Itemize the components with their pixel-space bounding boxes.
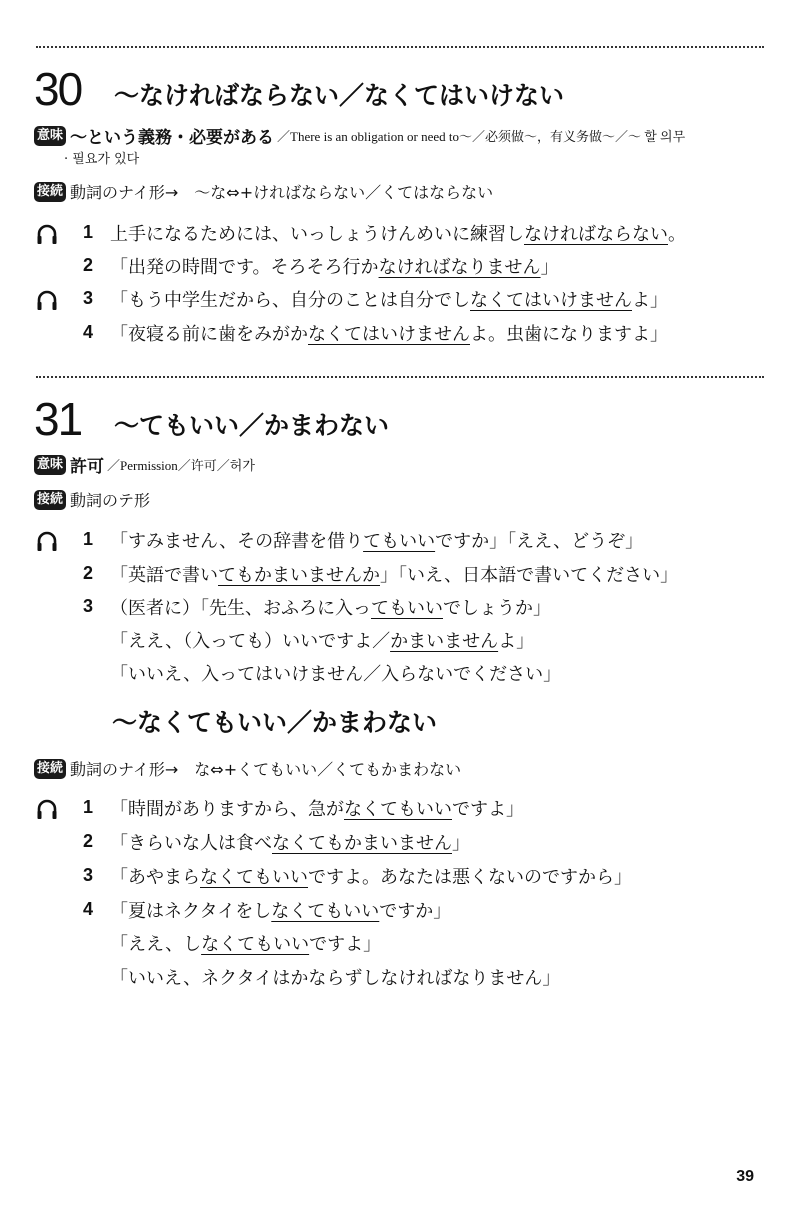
example-row bbox=[0, 253, 800, 283]
grammar-underline: かまいません bbox=[390, 631, 499, 652]
example-row bbox=[0, 527, 800, 557]
headphone-icon[interactable] bbox=[36, 289, 58, 311]
example-row bbox=[0, 320, 800, 350]
connection-row bbox=[34, 757, 461, 780]
section-number: 30 bbox=[34, 63, 82, 115]
section-title: ～てもいい／かまわない bbox=[114, 411, 390, 440]
example-text: 「ええ、しなくてもいいですよ」 bbox=[110, 934, 382, 955]
example-text: 「すみません、その辞書を借りてもいいですか」「ええ、どうぞ」 bbox=[110, 531, 644, 552]
grammar-underline: なければなりません bbox=[378, 257, 541, 278]
subsection-title: ～なくてもいい／かまわない bbox=[112, 708, 438, 737]
example-number: 4 bbox=[83, 899, 94, 919]
example-row bbox=[0, 829, 800, 859]
example-number: 1 bbox=[83, 529, 94, 549]
connection-tag: 接続 bbox=[34, 759, 66, 779]
example-number: 1 bbox=[83, 797, 94, 817]
example-row bbox=[0, 594, 800, 624]
grammar-underline: なければならない bbox=[524, 224, 668, 245]
example-text: 「きらいな人は食べなくてもかまいません」 bbox=[110, 833, 470, 854]
example-text: 「いいえ、ネクタイはかならずしなければなりません」 bbox=[110, 968, 561, 989]
connection-row bbox=[34, 488, 150, 511]
grammar-underline: なくてはいけません bbox=[308, 324, 470, 345]
meaning-row bbox=[34, 452, 255, 477]
grammar-underline: なくてもいい bbox=[344, 799, 452, 820]
meaning-translation: ／There is an obligation or need to～／必须做～，有义务做～／～ 할 의무 bbox=[277, 129, 686, 144]
example-text: 「夏はネクタイをしなくてもいいですか」 bbox=[110, 901, 452, 922]
example-text: 「あやまらなくてもいいですよ。あなたは悪くないのですから」 bbox=[110, 867, 632, 888]
page-number: 39 bbox=[736, 1168, 754, 1185]
example-number: 3 bbox=[83, 288, 94, 308]
meaning-text: 許可 bbox=[70, 457, 105, 477]
section-30-header bbox=[34, 52, 565, 115]
example-row bbox=[0, 286, 800, 316]
connection-text: 動詞のナイ形→ ～な⇔+ければならない／くてはならない bbox=[70, 183, 494, 202]
grammar-underline: なくてもいい bbox=[271, 901, 380, 922]
meaning-text: ～という義務・必要がある bbox=[70, 128, 275, 148]
grammar-underline: てもいい bbox=[363, 531, 436, 552]
headphone-icon[interactable] bbox=[36, 530, 58, 552]
example-text: 「もう中学生だから、自分のことは自分でしなくてはいけませんよ」 bbox=[110, 290, 668, 311]
connection-tag: 接続 bbox=[34, 182, 66, 202]
grammar-underline: なくてもいい bbox=[200, 867, 308, 888]
meaning-tag: 意味 bbox=[34, 126, 66, 146]
meaning-tag: 意味 bbox=[34, 455, 66, 475]
example-row bbox=[0, 795, 800, 825]
example-number: 4 bbox=[83, 322, 94, 342]
example-text: 「英語で書いてもかまいませんか」「いえ、日本語で書いてください」 bbox=[110, 565, 679, 586]
example-row bbox=[0, 220, 800, 250]
section-divider bbox=[36, 376, 764, 378]
section-title: ～なければならない／なくてはいけない bbox=[114, 81, 565, 110]
example-text: 「出発の時間です。そろそろ行かなければなりません」 bbox=[110, 257, 559, 278]
connection-tag: 接続 bbox=[34, 490, 66, 510]
grammar-underline: てもいい bbox=[371, 598, 443, 619]
example-row bbox=[0, 660, 800, 690]
example-number: 2 bbox=[83, 255, 94, 275]
meaning-row bbox=[34, 123, 685, 148]
example-row bbox=[0, 930, 800, 960]
example-number: 3 bbox=[83, 596, 94, 616]
example-row bbox=[0, 897, 800, 927]
connection-text: 動詞のテ形 bbox=[70, 491, 151, 510]
example-text: 「いいえ、入ってはいけません／入らないでください」 bbox=[110, 664, 562, 685]
example-text: 「ええ、（入っても）いいですよ／かまいませんよ」 bbox=[110, 631, 535, 652]
section-31-header bbox=[34, 382, 390, 445]
example-row bbox=[0, 964, 800, 994]
grammar-underline: てもかまいませんか bbox=[218, 565, 380, 586]
example-number: 2 bbox=[83, 563, 94, 583]
example-row bbox=[0, 863, 800, 893]
section-divider bbox=[36, 46, 764, 48]
example-text: 「夜寝る前に歯をみがかなくてはいけませんよ。虫歯になりますよ」 bbox=[110, 324, 668, 345]
grammar-underline: なくてはいけません bbox=[470, 290, 632, 311]
example-text: 上手になるためには、いっしょうけんめいに練習しなければならない。 bbox=[110, 224, 686, 245]
example-text: （医者に）「先生、おふろに入ってもいいでしょうか」 bbox=[110, 598, 551, 619]
section-number: 31 bbox=[34, 393, 82, 445]
example-row bbox=[0, 627, 800, 657]
grammar-underline: なくてもかまいません bbox=[272, 833, 452, 854]
headphone-icon[interactable] bbox=[36, 798, 58, 820]
example-number: 2 bbox=[83, 831, 94, 851]
example-number: 1 bbox=[83, 222, 94, 242]
example-text: 「時間がありますから、急がなくてもいいですよ」 bbox=[110, 799, 524, 820]
grammar-underline: なくてもいい bbox=[201, 934, 310, 955]
example-number: 3 bbox=[83, 865, 94, 885]
connection-text: 動詞のナイ形→ な⇔+くてもいい／くてもかまわない bbox=[70, 760, 462, 779]
example-row bbox=[0, 561, 800, 591]
connection-row bbox=[34, 180, 493, 203]
meaning-translation-cont: · 필요가 있다 bbox=[64, 152, 140, 167]
headphone-icon[interactable] bbox=[36, 223, 58, 245]
meaning-translation: ／Permission／许可／허가 bbox=[107, 458, 255, 473]
